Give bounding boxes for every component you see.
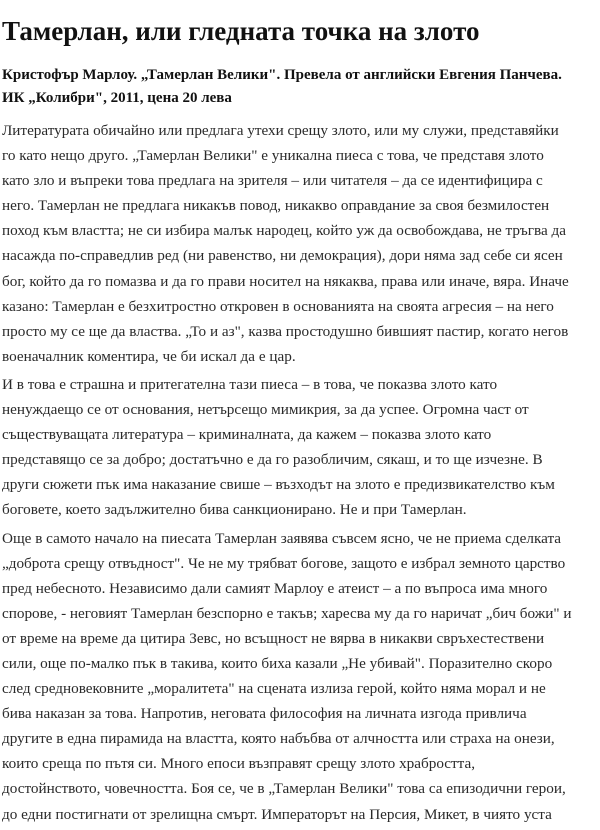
paragraph xyxy=(2,372,600,523)
paragraph-line: пред небесното. Независимо дали самият Марлоу е атеист – а по въпроса има много xyxy=(2,579,548,597)
paragraph-line: другите в една пирамида на властта, която набъбва от алчността или страха на онези, xyxy=(2,730,555,748)
paragraph-line: бог, който да го помазва и да го прави носител на някаква, права или иначе, вяра. Иначе xyxy=(2,272,569,290)
article-title: Тамерлан, или гледната точка на злото xyxy=(2,16,480,47)
paragraph xyxy=(2,118,600,369)
paragraph-line: които среща по пътя си. Много епоси възправят срещу злото храбростта, xyxy=(2,755,476,773)
paragraph xyxy=(2,526,600,827)
paragraph-line: просто му се ще да властва. „То и аз", казва простодушно бившият пастир, когато негов xyxy=(2,322,569,340)
paragraph-line: спорове, - неговият Тамерлан безспорно е такъв; харесва му да го наричат „бич божи" и xyxy=(2,604,572,622)
paragraph-line: него. Тамерлан не предлага никакъв повод, никакво оправдание за своя безмилостен xyxy=(2,197,550,215)
paragraph-line: военачалник коментира, че би искал да е цар. xyxy=(2,347,296,365)
book-info xyxy=(2,64,562,110)
paragraph-line: боговете, което задължително бива санкционирано. Не и при Тамерлан. xyxy=(2,501,467,519)
paragraph-line: бива наказан за това. Напротив, неговата философия на личната изгода привлича xyxy=(2,705,527,723)
paragraph-line: представящо се за добро; достатъчно е да го разобличим, сякаш, и то ще изчезне. В xyxy=(2,451,543,469)
paragraph-line: И в това е страшна и притегателна тази пиеса – в това, че показва злото като xyxy=(2,375,498,393)
paragraph-line: ненуждаещо се от основания, нетърсещо мимикрия, за да успее. Огромна част от xyxy=(2,401,529,419)
paragraph-line: до едни постигнати от зрелищна смърт. Императорът на Персия, Микет, в чиято уста xyxy=(2,805,552,823)
paragraph-line: го като нещо друго. „Тамерлан Велики" е уникална пиеса с това, че представя злото xyxy=(2,147,544,165)
paragraph-line: други сюжети пък има наказание свише – възходът на злото е предизвикателство към xyxy=(2,476,555,494)
book-info-line: ИК „Колибри", 2011, цена 20 лева xyxy=(2,90,232,106)
paragraph-line: поход към властта; не си избира малък народец, който уж да освобождава, не тръгва да xyxy=(2,222,566,240)
paragraph-line: достойнството, човечността. Боя се, че в „Тамерлан Велики" това са епизодични герои, xyxy=(2,780,566,798)
paragraph-line: след средновековните „моралитета" на сцената излиза герой, който няма морал и не xyxy=(2,680,546,698)
paragraph-line: като зло и въпреки това предлага на зрителя – или читателя – да се идентифицира с xyxy=(2,172,543,190)
paragraph-line: насажда по-справедлив ред (ни равенство, ни демокрация), дори няма зад себе си ясен xyxy=(2,247,563,265)
paragraph-line: от време на време да цитира Зевс, но всъщност не вярва в никакви свръхестествени xyxy=(2,629,545,647)
paragraph-line: сили, още по-малко пък в такива, които биха казали „Не убивай". Поразително скоро xyxy=(2,654,553,672)
paragraph-line: Литературата обичайно или предлага утехи срещу злото, или му служи, представяйки xyxy=(2,122,559,139)
paragraph-line: Още в самото начало на пиесата Тамерлан заявява съвсем ясно, че не приема сделката xyxy=(2,529,562,547)
book-info-line: Кристофър Марлоу. „Тамерлан Велики". Превела от английски Евгения Панчева. xyxy=(2,67,562,83)
paragraph-line: съществуващата литература – криминалната, да кажем – показва злото като xyxy=(2,426,492,444)
paragraph-line: „доброта срещу отвъдност". Че не му трябват богове, защото е избрал земното царство xyxy=(2,554,566,572)
article-body xyxy=(2,118,600,830)
paragraph-line: казано: Тамерлан е безхитростно откровен в основанията на своята агресия – на него xyxy=(2,297,554,315)
